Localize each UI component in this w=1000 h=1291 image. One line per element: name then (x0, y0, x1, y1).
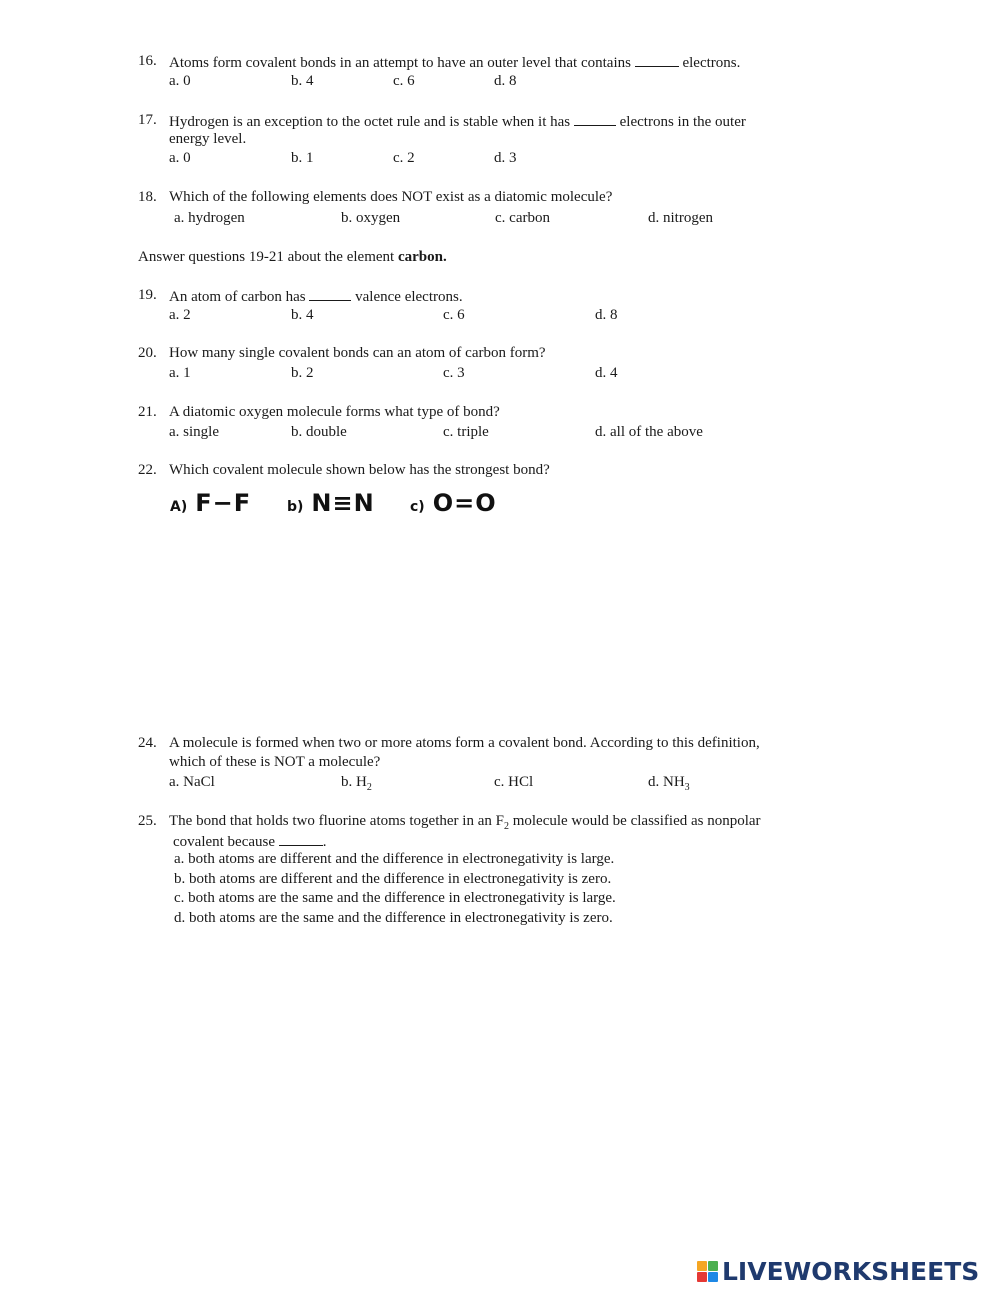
choice-a[interactable] (170, 489, 251, 517)
question-text-end: molecule would be classified as nonpolar (512, 813, 761, 829)
subscript: 2 (366, 782, 372, 793)
question-text: How many single covalent bonds can an atom of carbon form? (169, 345, 546, 361)
option[interactable] (494, 773, 533, 791)
question-text: Which covalent molecule shown below has the strongest bond? (169, 462, 550, 478)
option[interactable]: b. both atoms are different and the difference in electronegativity is zero. (174, 871, 612, 887)
option[interactable]: a. 2 (169, 307, 191, 323)
question-number: 18. (138, 189, 157, 205)
option[interactable]: c. triple (443, 424, 489, 440)
answer-blank[interactable] (309, 286, 351, 301)
question-text-end: . (322, 834, 327, 850)
molecule-formula: O=O (432, 489, 497, 517)
question-text-end: electrons in the outer (619, 114, 746, 130)
option[interactable]: d. 8 (494, 73, 517, 89)
option-formula: NaCl (183, 774, 215, 790)
option[interactable]: c. 6 (393, 73, 415, 89)
option[interactable]: b. double (291, 424, 347, 440)
option[interactable]: c. 3 (443, 365, 465, 381)
instruction-text (138, 248, 447, 266)
question-number: 22. (138, 462, 157, 478)
logo-square (697, 1272, 707, 1282)
question-text-line2 (173, 831, 327, 851)
question-number: 25. (138, 813, 157, 829)
logo-square (697, 1261, 707, 1271)
option[interactable] (169, 773, 215, 791)
question-text: An atom of carbon has (169, 289, 306, 305)
choice-c[interactable] (410, 489, 497, 517)
option-letter: b. (341, 774, 353, 790)
option[interactable]: a. 0 (169, 73, 191, 89)
logo-square (708, 1272, 718, 1282)
option[interactable]: b. 2 (291, 365, 314, 381)
question-number: 20. (138, 345, 157, 361)
logo-square (708, 1261, 718, 1271)
option[interactable] (341, 773, 372, 791)
option[interactable]: d. all of the above (595, 424, 703, 440)
option[interactable] (648, 773, 690, 791)
choice-label: b) (287, 499, 304, 515)
molecule-formula: F−F (195, 489, 252, 517)
option[interactable]: a. both atoms are different and the difference in electronegativity is large. (174, 851, 615, 867)
option-letter: a. (169, 774, 180, 790)
question-text: A molecule is formed when two or more atoms form a covalent bond. According to this definition, (169, 735, 760, 751)
option-formula: HCl (508, 774, 534, 790)
logo-text: LIVEWORKSHEETS (722, 1256, 980, 1286)
question-number: 17. (138, 112, 157, 128)
question-text-line2: which of these is NOT a molecule? (169, 754, 381, 770)
option[interactable]: d. both atoms are the same and the difference in electronegativity is zero. (174, 910, 613, 926)
option-formula: NH (663, 774, 685, 790)
answer-blank[interactable] (635, 52, 679, 67)
option[interactable]: a. 1 (169, 365, 191, 381)
molecule-formula: N≡N (311, 489, 375, 517)
option[interactable]: c. carbon (495, 210, 550, 226)
option[interactable]: d. 8 (595, 307, 618, 323)
question-text: Which of the following elements does NOT exist as a diatomic molecule? (169, 189, 613, 205)
question-text: The bond that holds two fluorine atoms together in an F (169, 813, 504, 829)
question-text-end: electrons. (682, 55, 741, 71)
option[interactable]: c. 6 (443, 307, 465, 323)
option[interactable]: a. hydrogen (174, 210, 245, 226)
answer-blank[interactable] (574, 111, 616, 126)
choice-b[interactable] (287, 489, 375, 517)
question-number: 16. (138, 53, 157, 69)
question-number: 21. (138, 404, 157, 420)
option[interactable]: b. 4 (291, 73, 314, 89)
option-letter: c. (494, 774, 505, 790)
subscript: 2 (503, 821, 509, 832)
question-text: Atoms form covalent bonds in an attempt to have an outer level that contains (169, 55, 631, 71)
option-letter: d. (648, 774, 660, 790)
question-number: 19. (138, 287, 157, 303)
liveworksheets-logo-icon (697, 1261, 718, 1282)
question-text-end: valence electrons. (355, 289, 463, 305)
question-number: 24. (138, 735, 157, 751)
option[interactable]: a. single (169, 424, 219, 440)
option[interactable]: d. 4 (595, 365, 618, 381)
option[interactable]: c. both atoms are the same and the difference in electronegativity is large. (174, 890, 616, 906)
choice-label: A) (170, 499, 188, 515)
option[interactable]: c. 2 (393, 150, 415, 166)
liveworksheets-logo (697, 1255, 979, 1287)
instruction-bold: carbon. (397, 249, 447, 265)
question-text: A diatomic oxygen molecule forms what type of bond? (169, 404, 500, 420)
option[interactable]: b. 4 (291, 307, 314, 323)
option[interactable]: b. oxygen (341, 210, 401, 226)
option[interactable]: d. nitrogen (648, 210, 713, 226)
option-formula: H (356, 774, 367, 790)
question-text-line2: energy level. (169, 131, 247, 147)
subscript: 3 (684, 782, 690, 793)
option[interactable]: d. 3 (494, 150, 517, 166)
option[interactable]: a. 0 (169, 150, 191, 166)
option[interactable]: b. 1 (291, 150, 314, 166)
choice-label: c) (410, 499, 425, 515)
question-text: Hydrogen is an exception to the octet rule and is stable when it has (169, 114, 571, 130)
instruction-plain: Answer questions 19-21 about the element (138, 249, 395, 265)
answer-blank[interactable] (279, 831, 323, 846)
question-text: covalent because (173, 834, 276, 850)
